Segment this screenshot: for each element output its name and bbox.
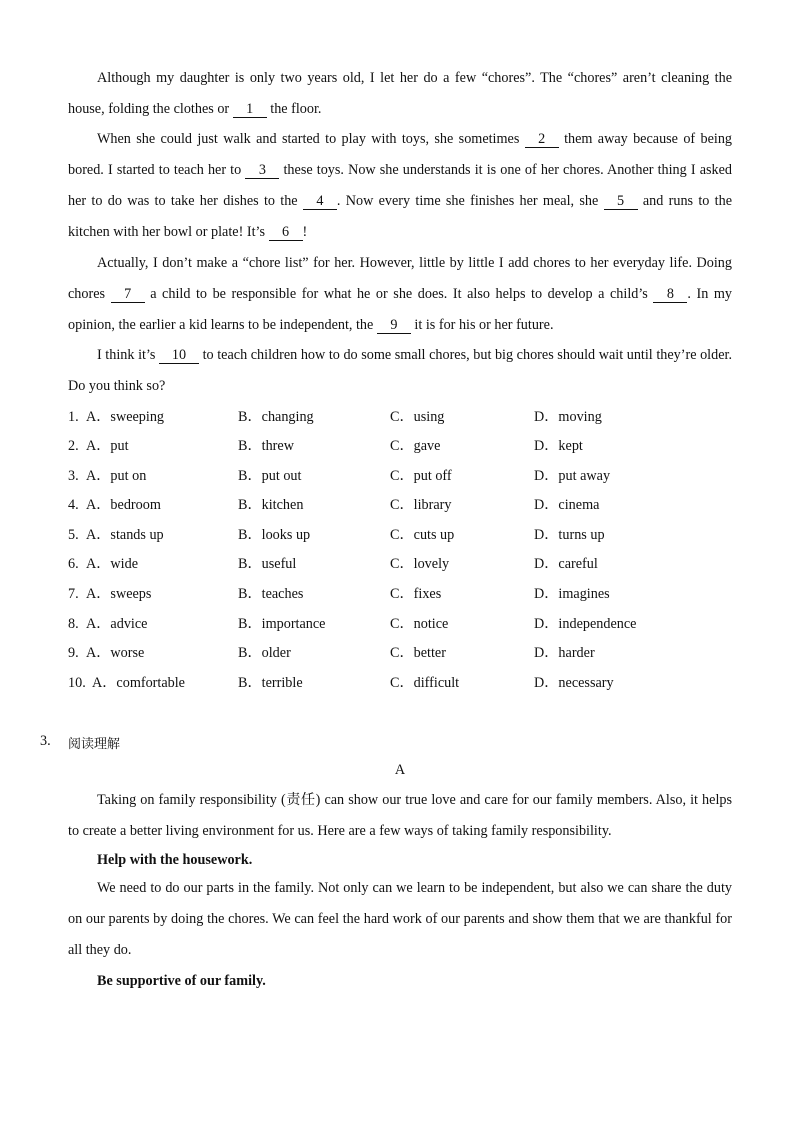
- question-number: 9.: [68, 645, 79, 661]
- option-d: D．cinema: [534, 497, 600, 513]
- text: We need to do our parts in the family. Not only can we learn to be independent, but also we can share the duty on our parents by doing the chores. We can feel the hard work of our parents and show them that we are thankful for all they do.: [68, 880, 732, 958]
- text: When she could just walk and started to play with toys, she sometimes: [97, 131, 520, 147]
- option-d: D．necessary: [534, 675, 614, 691]
- cloze-paragraph-1: [68, 63, 732, 125]
- text: Although my daughter is only two years old, I let her do a few “chores”. The “chores” aren’t cleaning the house, folding the clothes or: [68, 70, 732, 117]
- option-row-7: [68, 584, 732, 604]
- option-c: C．library: [390, 497, 452, 513]
- question-number: 10.: [68, 675, 86, 691]
- option-b: B．looks up: [238, 527, 311, 543]
- text: Be supportive of our family.: [97, 973, 266, 989]
- option-b: B．useful: [238, 556, 297, 572]
- text: to teach children how to do some small chores, but big chores should wait until they’re older. Do you think so?: [68, 347, 733, 394]
- option-b: B．threw: [238, 438, 294, 454]
- option-b: B．teaches: [238, 586, 304, 602]
- option-d: D．careful: [534, 556, 598, 572]
- option-a: A．wide: [86, 556, 139, 572]
- question-number: 4.: [68, 497, 79, 513]
- passage-heading-1: [68, 845, 732, 876]
- text: . In my opinion, the earlier a kid learns to be independent, the: [68, 286, 733, 333]
- option-d: D．kept: [534, 438, 583, 454]
- text: these toys. Now she understands it is one of her chores. Another thing I asked her to do was to take her dishes to the: [68, 162, 733, 209]
- option-a: A．put: [86, 438, 129, 454]
- blank-3: 3: [245, 162, 279, 179]
- option-c: C．cuts up: [390, 527, 455, 543]
- question-number: 6.: [68, 556, 79, 572]
- blank-8: 8: [653, 286, 687, 303]
- option-b: B．kitchen: [238, 497, 304, 513]
- passage-label: A: [394, 762, 406, 778]
- option-row-9: [68, 643, 732, 663]
- section-number: 3.: [40, 733, 51, 749]
- text: and runs to the kitchen with her bowl or plate! It’s: [68, 193, 733, 240]
- section-title: 阅读理解: [68, 737, 121, 752]
- option-a: A．sweeps: [86, 586, 152, 602]
- option-row-3: [68, 466, 732, 486]
- option-row-4: [68, 495, 732, 515]
- blank-1: 1: [233, 101, 267, 118]
- option-d: D．moving: [534, 409, 602, 425]
- option-row-10: [68, 673, 732, 693]
- option-b: B．importance: [238, 616, 326, 632]
- option-row-2: [68, 436, 732, 456]
- blank-9: 9: [377, 317, 411, 334]
- question-number: 7.: [68, 586, 79, 602]
- blank-7: 7: [111, 286, 145, 303]
- option-row-6: [68, 554, 732, 574]
- option-c: C．lovely: [390, 556, 450, 572]
- passage-paragraph-1: [68, 873, 732, 966]
- question-number: 2.: [68, 438, 79, 454]
- text: Taking on family responsibility (责任) can show our true love and care for our family members. Also, it helps to create a better living environment for us. Here are a few ways of taking family responsibility.: [68, 792, 732, 839]
- text: it is for his or her future.: [414, 317, 554, 333]
- option-a: A．advice: [86, 616, 148, 632]
- question-number: 8.: [68, 616, 79, 632]
- blank-2: 2: [525, 131, 559, 148]
- option-a: A．sweeping: [86, 409, 165, 425]
- option-c: C．gave: [390, 438, 441, 454]
- text: . Now every time she finishes her meal, she: [336, 193, 599, 209]
- option-a: A．bedroom: [86, 497, 161, 513]
- option-b: B．terrible: [238, 675, 303, 691]
- option-d: D．put away: [534, 468, 611, 484]
- text: a child to be responsible for what he or she does. It also helps to develop a child’s: [150, 286, 648, 302]
- option-c: C．fixes: [390, 586, 442, 602]
- text: them away because of being bored. I started to teach her to: [68, 131, 733, 178]
- option-b: B．put out: [238, 468, 302, 484]
- cloze-paragraph-3: [68, 248, 732, 341]
- option-row-5: [68, 525, 732, 545]
- option-a: A．comfortable: [92, 675, 185, 691]
- cloze-paragraph-4: [68, 340, 732, 402]
- blank-4: 4: [303, 193, 337, 210]
- option-d: D．turns up: [534, 527, 605, 543]
- option-d: D．independence: [534, 616, 637, 632]
- question-number: 3.: [68, 468, 79, 484]
- option-b: B．older: [238, 645, 291, 661]
- blank-5: 5: [604, 193, 638, 210]
- blank-6: 6: [269, 224, 303, 241]
- blank-10: 10: [159, 347, 199, 364]
- option-c: C．notice: [390, 616, 449, 632]
- option-a: A．stands up: [86, 527, 164, 543]
- text: Actually, I don’t make a “chore list” for her. However, little by little I add chores to her everyday life. Doing chores: [68, 255, 732, 302]
- text: !: [302, 224, 308, 240]
- option-d: D．imagines: [534, 586, 610, 602]
- cloze-paragraph-2: [68, 124, 732, 248]
- option-b: B．changing: [238, 409, 314, 425]
- option-c: C．difficult: [390, 675, 460, 691]
- option-c: C．better: [390, 645, 446, 661]
- passage-intro: [68, 785, 732, 847]
- option-row-1: [68, 407, 732, 427]
- text: I think it’s: [97, 347, 156, 363]
- option-row-8: [68, 614, 732, 634]
- option-a: A．worse: [86, 645, 145, 661]
- option-c: C．using: [390, 409, 445, 425]
- text: the floor.: [270, 101, 322, 117]
- text: Help with the housework.: [97, 852, 253, 868]
- option-a: A．put on: [86, 468, 147, 484]
- question-number: 1.: [68, 409, 79, 425]
- question-number: 5.: [68, 527, 79, 543]
- option-c: C．put off: [390, 468, 452, 484]
- passage-heading-2: [68, 966, 732, 997]
- option-d: D．harder: [534, 645, 595, 661]
